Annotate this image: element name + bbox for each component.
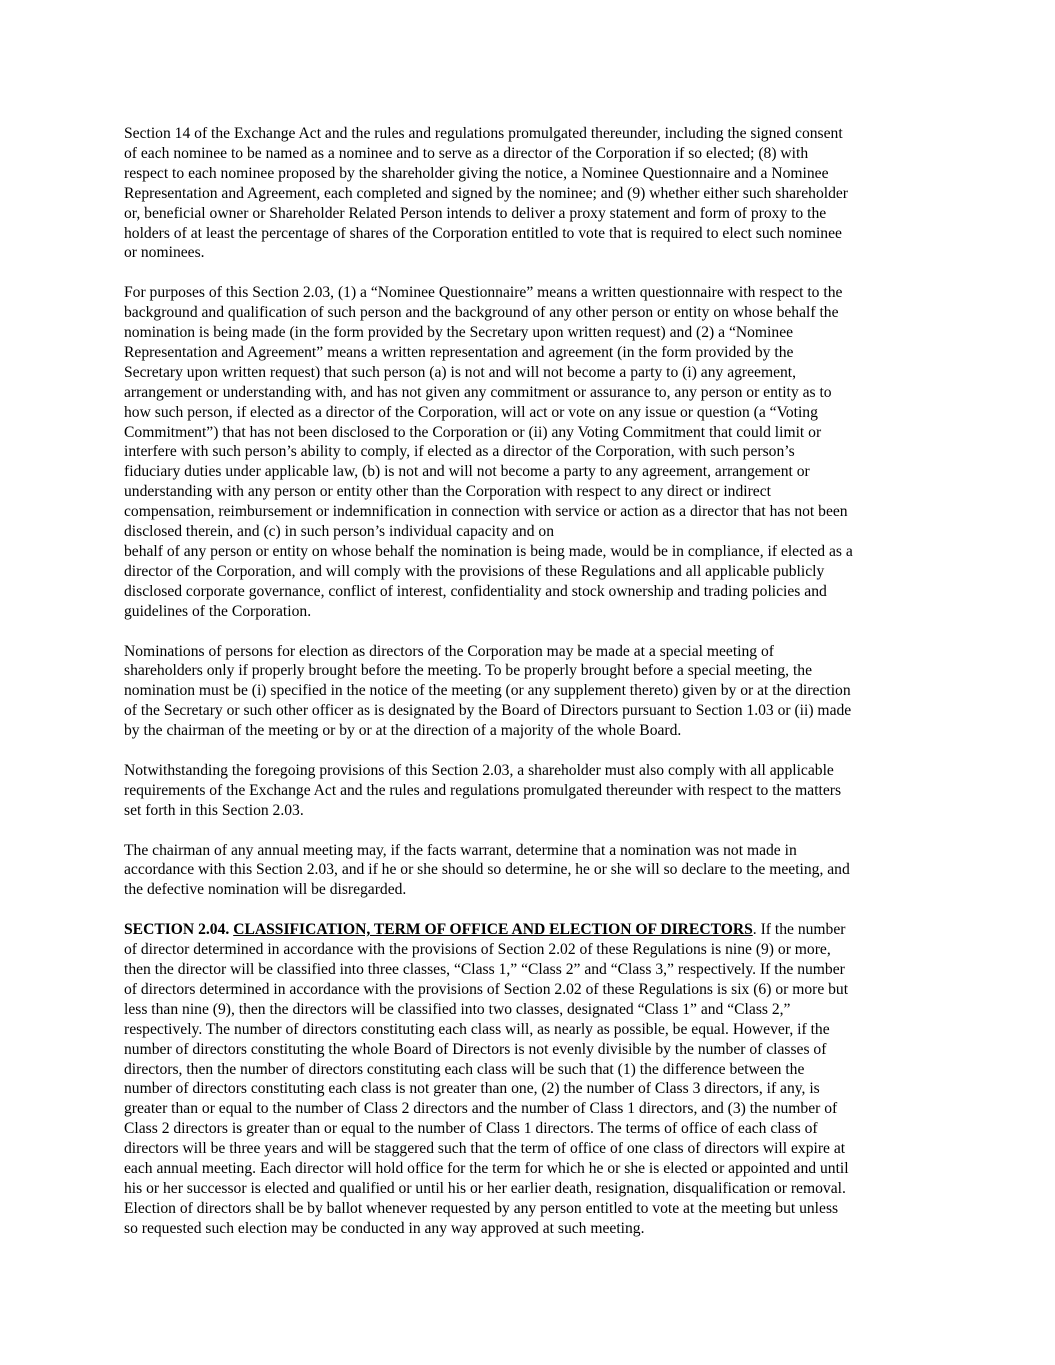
section-title: CLASSIFICATION, TERM OF OFFICE AND ELECTION OF DIRECTORS	[233, 921, 753, 939]
section-title-period: .	[752, 921, 757, 939]
document-page	[124, 124, 932, 1259]
section-body: If the number of director determined in accordance with the provisions of Section 2.02 of these Regulations is nine (9) or more, then the director will be classified into three classes, “Class 1,” “Class 2” and “Class 3,” respectively. If the number of directors determined in accordance with the provisions of Section 2.02 of these Regulations is six (6) or more but less than nine (9), then the directors will be classified into two classes, designated “Class 1” and “Class 2,” respectively. The number of directors constituting each class will, as nearly as possible, be equal. However, if the number of directors constituting the whole Board of Directors is not evenly divisible by the number of classes of directors, then the number of directors constituting each class will be such that (1) the difference between the number of directors constituting each class is not greater than one, (2) the number of Class 3 directors, if any, is greater than or equal to the number of Class 2 directors and the number of Class 1 directors, and (3) the number of Class 2 directors is greater than or equal to the number of Class 1 directors. The terms of office of each class of directors will be three years and will be staggered such that the term of office of one class of directors will expire at each annual meeting. Each director will hold office for the term for which he or she is elected or appointed and until his or her successor is elected and qualified or until his or her earlier death, resignation, disqualification or removal. Election of directors shall be by ballot whenever requested by any person entitled to vote at the meeting but unless so requested such election may be conducted in any way approved at such meeting.	[124, 921, 849, 1237]
paragraph-special-meeting-nominations: Nominations of persons for election as directors of the Corporation may be made at a special meeting of shareholders only if properly brought before the meeting. To be properly brought before a special meeting, the nomination must be (i) specified in the notice of the meeting (or any supplement thereto) given by or at the direction of the Secretary or such other officer as is designated by the Board of Directors pursuant to Section 1.03 or (ii) made by the chairman of the meeting or by or at the direction of a majority of the whole Board.	[124, 642, 852, 740]
paragraph-nominee-consent: Section 14 of the Exchange Act and the rules and regulations promulgated thereunder, including the signed consent of each nominee to be named as a nominee and to serve as a director of the Corporation if so elected; (8) with respect to each nominee proposed by the shareholder giving the notice, a Nominee Questionnaire and a Nominee Representation and Agreement, each completed and signed by the nominee; and (9) whether either such shareholder or, beneficial owner or Shareholder Related Person intends to deliver a proxy statement and form of proxy to the holders of at least the percentage of shares of the Corporation entitled to vote that is required to elect such nominee or nominees.	[124, 125, 848, 262]
section-2-04-paragraph	[124, 920, 932, 1239]
paragraph-exchange-act-compliance: Notwithstanding the foregoing provisions of this Section 2.03, a shareholder must also comply with all applicable requirements of the Exchange Act and the rules and regulations promulgated thereunder with respect to the matters set forth in this Section 2.03.	[124, 761, 842, 819]
section-number: SECTION 2.04.	[124, 921, 230, 939]
paragraph-defective-nomination: The chairman of any annual meeting may, if the facts warrant, determine that a nomination was not made in accordance with this Section 2.03, and if he or she should so determine, he or she will so declare to the meeting, and the defective nomination will be disregarded.	[124, 841, 850, 899]
paragraph-nominee-questionnaire-definition: For purposes of this Section 2.03, (1) a “Nominee Questionnaire” means a written questionnaire with respect to the background and qualification of such person and the background of any other person or entity on whose behalf the nomination is being made (in the form provided by the Secretary upon written request) and (2) a “Nominee Representation and Agreement” means a written representation and agreement (in the form provided by the Secretary upon written request) that such person (a) is not and will not become a party to (i) any agreement, arrangement or understanding with, and has not given any commitment or assurance to, any person or entity as to how such person, if elected as a director of the Corporation, will act or vote on any issue or question (a “Voting Commitment”) that has not been disclosed to the Corporation or (ii) any Voting Commitment that could limit or interfere with such person’s ability to comply, if elected as a director of the Corporation, with such person’s fiduciary duties under applicable law, (b) is not and will not become a party to any agreement, arrangement or understanding with any person or entity other than the Corporation with respect to any direct or indirect compensation, reimbursement or indemnification in connection with service or action as a director that has not been disclosed therein, and (c) in such person’s individual capacity and on behalf of any person or entity on whose behalf the nomination is being made, would be in compliance, if elected as a director of the Corporation, and will comply with the provisions of these Regulations and all applicable publicly disclosed corporate governance, conflict of interest, confidentiality and stock ownership and trading policies and guidelines of the Corporation.	[124, 284, 853, 620]
